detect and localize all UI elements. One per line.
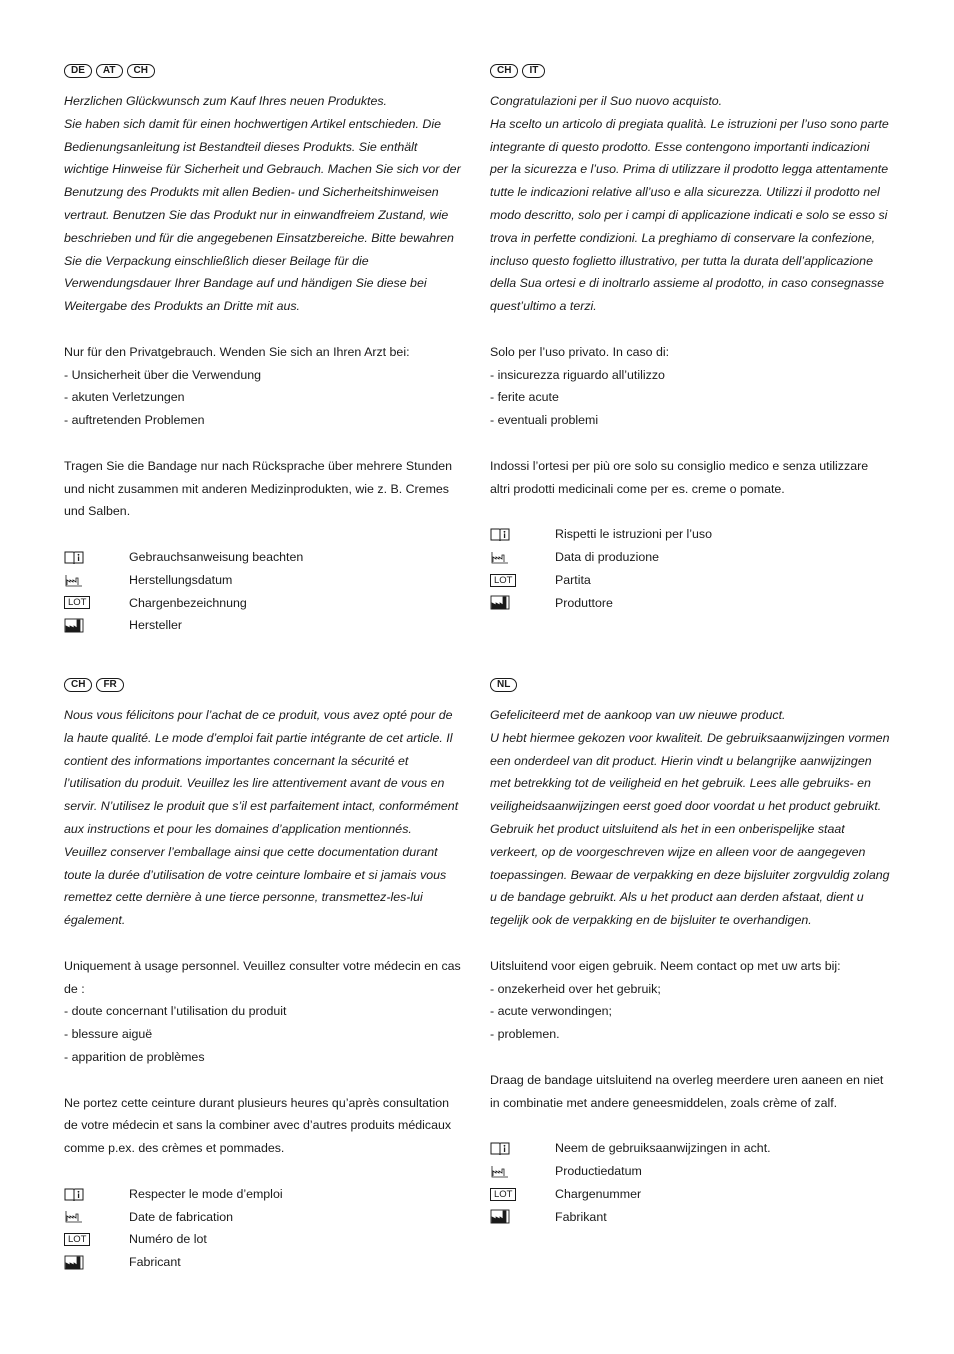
symbol-row-maker <box>64 614 464 637</box>
wear-note: Indossi l’ortesi per più ore solo su consiglio medico e senza utilizzare altri prodotti medicinali come per es. creme o pomate. <box>490 458 869 496</box>
language-badges <box>64 64 464 84</box>
lot-icon: LOT <box>490 574 516 587</box>
symbol-label: Herstellungsdatum <box>129 572 233 587</box>
intro-paragraph: Nous vous félicitons pour l’achat de ce produit, vous avez opté pour de la haute qualité. Le mode d’emploi fait partie intégrante de cet article. Il contient des informations importantes concernant la sécurité et l’utilisation du produit. Veuillez les lire attentivement avant de vous en servir. N’utilisez le produit que s’il est parfaitement intact, conformément aux instructions et pour les domaines d’application mentionnés. <box>64 708 459 836</box>
usage-heading: Uitsluitend voor eigen gebruik. Neem contact op met uw arts bij: <box>490 958 841 973</box>
intro-text <box>64 704 464 932</box>
usage-list <box>490 364 890 432</box>
language-badges <box>490 678 890 698</box>
manufacture-date-icon <box>64 573 129 588</box>
manufacture-date-icon <box>490 550 555 565</box>
usage-list-item: - problemen. <box>490 1027 560 1042</box>
section-nl <box>490 678 890 1228</box>
lot-icon: LOT <box>490 1188 516 1201</box>
usage-list-item: - auftretenden Problemen <box>64 413 205 428</box>
intro-paragraph: U hebt hiermee gekozen voor kwaliteit. De gebruiksaanwijzingen vormen een onderdeel van dit product. Hierin vindt u belangrijke aanwijzingen met betrekking tot de veiligheid en het gebruik. Lees alle gebruiks- en veiligheidsaanwijzingen eerst goed door voordat u het product gebruikt. Gebruik het product uitsluitend als het in een onberispelijke staat verkeert, op de voorgeschreven wijze en alleen voor de aangegeven toepassingen. Bewaar de verpakking en deze bijsluiter zorgvuldig zolang u de bandage gebruikt. Als u het product aan derden afstaat, dient u tegelijk ook de verpakking en de bijsluiter te overhandigen. <box>490 730 890 928</box>
symbol-label: Date de fabrication <box>129 1209 234 1224</box>
usage-list-item: - apparition de problèmes <box>64 1049 205 1064</box>
book-info-icon <box>64 1187 129 1202</box>
symbol-label: Partita <box>555 572 591 587</box>
symbol-label: Gebrauchsanweisung beachten <box>129 549 304 564</box>
language-badge-nl: NL <box>490 678 517 692</box>
symbol-row-lot <box>64 592 464 615</box>
symbol-row-lot <box>490 569 890 592</box>
manufacturer-icon <box>64 618 129 633</box>
language-badges <box>64 678 464 698</box>
symbol-row-date <box>490 546 890 569</box>
book-info-icon <box>64 550 129 565</box>
usage-list-item: - insicurezza riguardo all’utilizzo <box>490 367 665 382</box>
usage-list <box>490 978 890 1046</box>
manufacturer-icon <box>64 1255 129 1270</box>
symbol-label: Rispetti le istruzioni per l’uso <box>555 527 713 542</box>
usage-list-item: - eventuali problemi <box>490 413 599 428</box>
language-badge-fr: FR <box>96 678 123 692</box>
symbol-row-manual <box>64 546 464 569</box>
intro-paragraph: Sie haben sich damit für einen hochwertigen Artikel entschieden. Die Bedienungsanleitung ist Bestandteil dieses Produkts. Sie enthält wichtige Hinweise für Sicherheit und Gebrauch. Machen Sie sich vor der Benutzung des Produkts mit allen Bedien- und Sicherheitshinweisen vertraut. Benutzen Sie das Produkt nur in einwandfreiem Zustand, wie beschrieben und für die angegebenen Einsatzbereiche. Bitte bewahren Sie die Verpackung einschließlich dieser Beilage für die Verwendungsdauer Ihrer Bandage auf und händigen Sie diese bei Weitergabe des Produkts an Dritte mit aus. <box>64 116 461 314</box>
wear-note: Ne portez cette ceinture durant plusieurs heures qu’après consultation de votre médecin et sans la combiner avec d’autres produits médicaux comme p.ex. des crèmes et pommades. <box>64 1095 452 1156</box>
symbol-label: Productiedatum <box>555 1163 642 1178</box>
usage-list-item: - akuten Verletzungen <box>64 390 185 405</box>
symbol-row-manual <box>490 523 890 546</box>
symbol-label: Numéro de lot <box>129 1232 207 1247</box>
usage-list-item: - acute verwondingen; <box>490 1004 612 1019</box>
usage-list-item: - ferite acute <box>490 390 559 405</box>
symbol-row-maker <box>64 1251 464 1274</box>
symbol-label: Fabricant <box>129 1255 181 1270</box>
symbol-row-manual <box>64 1183 464 1206</box>
wear-note: Tragen Sie die Bandage nur nach Rücksprache über mehrere Stunden und nicht zusammen mit anderen Medizinprodukten, wie z. B. Cremes und Salben. <box>64 458 453 519</box>
symbol-legend <box>490 523 890 614</box>
symbol-label: Produttore <box>555 595 613 610</box>
intro-paragraph: Gefeliciteerd met de aankoop van uw nieuwe product. <box>490 708 786 722</box>
symbol-label: Fabrikant <box>555 1209 607 1224</box>
symbol-label: Neem de gebruiksaanwijzingen in acht. <box>555 1141 771 1156</box>
manufacture-date-icon <box>64 1209 129 1224</box>
manufacturer-icon <box>490 595 555 610</box>
lot-icon: LOT <box>64 1233 90 1246</box>
intro-text <box>64 90 464 318</box>
symbol-label: Chargenbezeichnung <box>129 595 247 610</box>
symbol-row-maker <box>490 592 890 615</box>
intro-paragraph: Ha scelto un articolo di pregiata qualità. Le istruzioni per l’uso sono parte integrante di questo prodotto. Esse contengono importanti indicazioni per la sicurezza e l’uso. Prima di utilizzare il prodotto legga attentamente tutte le indicazioni relative all’uso e alla sicurezza. Utilizzi il prodotto nel modo descritto, solo per i campi di applicazione indicati e solo se esso si trova in perfette condizioni. La preghiamo di conservare la confezione, incluso questo foglietto illustrativo, per tutta la durata dell’applicazione della Sua ortesi e di inoltrarlo assieme al prodotto, in caso consegnasse quest’ultimo a terzi. <box>490 116 889 314</box>
usage-list-item: - blessure aiguë <box>64 1027 153 1042</box>
symbol-legend <box>490 1137 890 1228</box>
intro-paragraph: Herzlichen Glückwunsch zum Kauf Ihres neuen Produktes. <box>64 94 388 108</box>
usage-list-item: - Unsicherheit über die Verwendung <box>64 367 261 382</box>
language-badge-de: DE <box>64 64 92 78</box>
symbol-row-maker <box>490 1206 890 1229</box>
symbol-row-date <box>490 1160 890 1183</box>
intro-text <box>490 90 890 318</box>
usage-list <box>64 1000 464 1068</box>
book-info-icon <box>490 527 555 542</box>
intro-paragraph: Veuillez conserver l’emballage ainsi que cette documentation durant toute la durée d’utilisation de votre ceinture lombaire et si jamais vous remettez cette dernière à une tierce personne, transmettez-les-lui également. <box>64 844 447 928</box>
usage-heading: Uniquement à usage personnel. Veuillez consulter votre médecin en cas de : <box>64 958 461 996</box>
language-badge-ch: CH <box>490 64 518 78</box>
language-badge-at: AT <box>96 64 123 78</box>
language-badge-ch: CH <box>64 678 92 692</box>
lot-icon: LOT <box>64 596 90 609</box>
symbol-label: Respecter le mode d’emploi <box>129 1186 283 1201</box>
language-badge-it: IT <box>522 64 545 78</box>
manufacture-date-icon <box>490 1164 555 1179</box>
symbol-row-lot <box>64 1228 464 1251</box>
symbol-legend <box>64 546 464 637</box>
symbol-legend <box>64 1183 464 1274</box>
symbol-label: Data di produzione <box>555 549 660 564</box>
section-ch-fr <box>64 678 464 1274</box>
wear-note: Draag de bandage uitsluitend na overleg meerdere uren aaneen en niet in combinatie met andere geneesmiddelen, zoals crème of zalf. <box>490 1072 884 1110</box>
symbol-row-date <box>64 569 464 592</box>
usage-list <box>64 364 464 432</box>
language-badge-ch: CH <box>127 64 155 78</box>
symbol-row-date <box>64 1206 464 1229</box>
symbol-row-lot <box>490 1183 890 1206</box>
intro-paragraph: Congratulazioni per il Suo nuovo acquisto. <box>490 94 723 108</box>
language-badges <box>490 64 890 84</box>
section-ch-it <box>490 64 890 614</box>
usage-list-item: - doute concernant l’utilisation du produit <box>64 1004 287 1019</box>
symbol-label: Chargenummer <box>555 1186 642 1201</box>
symbol-label: Hersteller <box>129 618 183 633</box>
book-info-icon <box>490 1141 555 1156</box>
section-de-at-ch <box>64 64 464 637</box>
usage-heading: Solo per l’uso privato. In caso di: <box>490 344 670 359</box>
usage-heading: Nur für den Privatgebrauch. Wenden Sie sich an Ihren Arzt bei: <box>64 344 410 359</box>
manufacturer-icon <box>490 1209 555 1224</box>
usage-list-item: - onzekerheid over het gebruik; <box>490 981 661 996</box>
intro-text <box>490 704 890 932</box>
symbol-row-manual <box>490 1137 890 1160</box>
